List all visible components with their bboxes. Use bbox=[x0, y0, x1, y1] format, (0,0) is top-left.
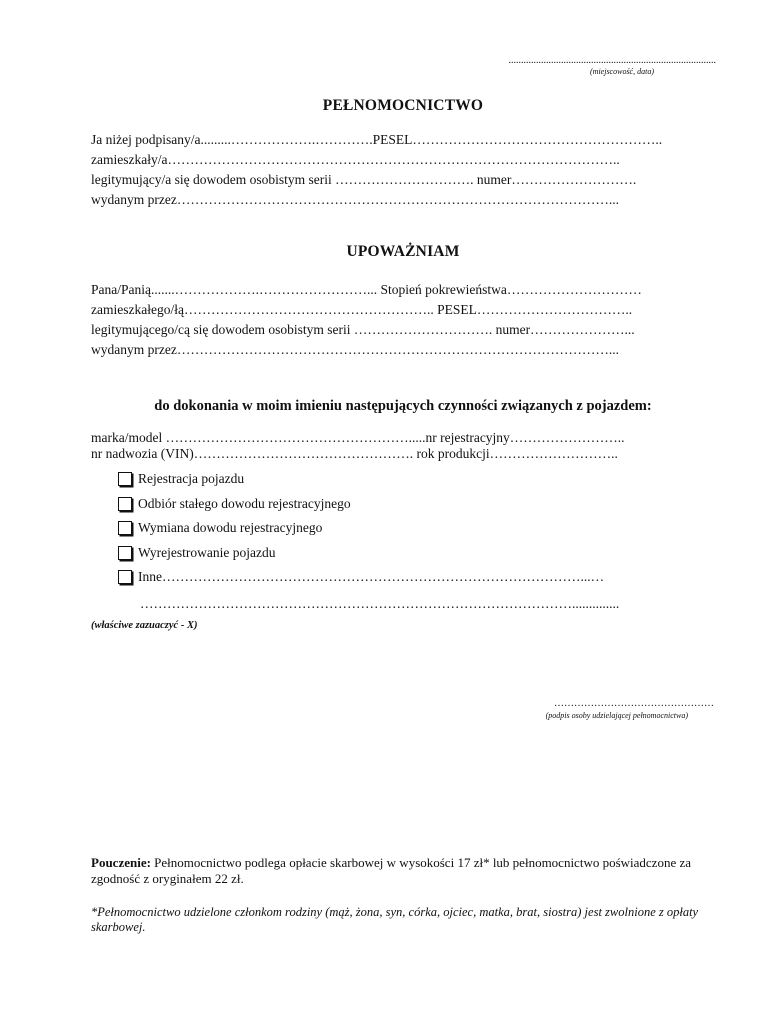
option-label: Rejestracja pojazdu bbox=[138, 471, 245, 486]
place-date-caption: (miejscowość, data) bbox=[590, 67, 654, 76]
proxy-issued-by-line: wydanym przez……………………………………………………………………………………... bbox=[91, 342, 619, 357]
proxy-address-pesel-line: zamieszkałego/łą……………………………………………….. PESEL…………………………….. bbox=[91, 302, 633, 317]
place-date-line: ................................................................................... bbox=[508, 56, 716, 66]
option-label: Wyrejestrowanie pojazdu bbox=[138, 545, 276, 560]
checkbox-icon[interactable] bbox=[118, 546, 132, 560]
checkbox-icon[interactable] bbox=[118, 472, 132, 486]
grantor-name-pesel-line: Ja niżej podpisany/a.........……………….………….PESEL……………………………………………….. bbox=[91, 132, 663, 147]
mark-instruction: (właściwe zazuaczyć - X) bbox=[91, 620, 198, 631]
option-replace-registration-card[interactable] bbox=[118, 519, 322, 537]
authorize-title: UPOWAŻNIAM bbox=[346, 243, 460, 260]
instruction-text: Pełnomocnictwo podlega opłacie skarbowej w wysokości 17 zł* lub pełnomocnictwo poświadczone za zgodność z oryginałem 22 zł. bbox=[91, 855, 692, 886]
other-continuation-line: …………………………………………………………………………………….............. bbox=[140, 596, 620, 611]
option-registration[interactable] bbox=[118, 470, 244, 488]
option-label: Inne…………………………………………………………………………………...… bbox=[138, 569, 605, 584]
checkbox-icon[interactable] bbox=[118, 521, 132, 535]
vehicle-model-registration-line: marka/model ……………………………………………….....nr rejestracyjny…………………….. bbox=[91, 430, 625, 445]
signature-line: ………………………………………… bbox=[554, 698, 714, 709]
option-label: Wymiana dowodu rejestracyjnego bbox=[138, 520, 323, 535]
checkbox-icon[interactable] bbox=[118, 570, 132, 584]
document-title: PEŁNOMOCNICTWO bbox=[322, 97, 484, 114]
grantor-id-line: legitymujący/a się dowodem osobistym serii …………………………. numer………………………. bbox=[91, 172, 637, 187]
footnote: *Pełnomocnictwo udzielone członkom rodziny (mąż, żona, syn, córka, ojciec, matka, brat, siostra) jest zwolnione z opłaty skarbowej. bbox=[91, 905, 699, 934]
actions-heading: do dokonania w moim imieniu następujących czynności związanych z pojazdem: bbox=[154, 398, 652, 414]
option-collect-registration-card[interactable] bbox=[118, 495, 351, 513]
instruction-label: Pouczenie: bbox=[91, 855, 151, 870]
grantor-address-line: zamieszkały/a……………………………………………………………………………………….. bbox=[91, 152, 620, 167]
option-deregistration[interactable] bbox=[118, 544, 276, 562]
grantor-issued-by-line: wydanym przez……………………………………………………………………………………... bbox=[91, 192, 619, 207]
proxy-name-relationship-line: Pana/Panią.......……………….……………………... Stopień pokrewieństwa………………………… bbox=[91, 282, 642, 297]
checkbox-icon[interactable] bbox=[118, 497, 132, 511]
signature-caption: (podpis osoby udzielającej pełnomocnictwa) bbox=[545, 711, 688, 720]
proxy-id-line: legitymującego/cą się dowodem osobistym serii …………………………. numer…………………... bbox=[91, 322, 635, 337]
option-other[interactable] bbox=[118, 568, 710, 586]
option-label: Odbiór stałego dowodu rejestracyjnego bbox=[138, 496, 351, 511]
instruction-paragraph bbox=[91, 855, 691, 887]
vehicle-vin-year-line: nr nadwozia (VIN)…………………………………………. rok produkcji……………………….. bbox=[91, 446, 618, 461]
